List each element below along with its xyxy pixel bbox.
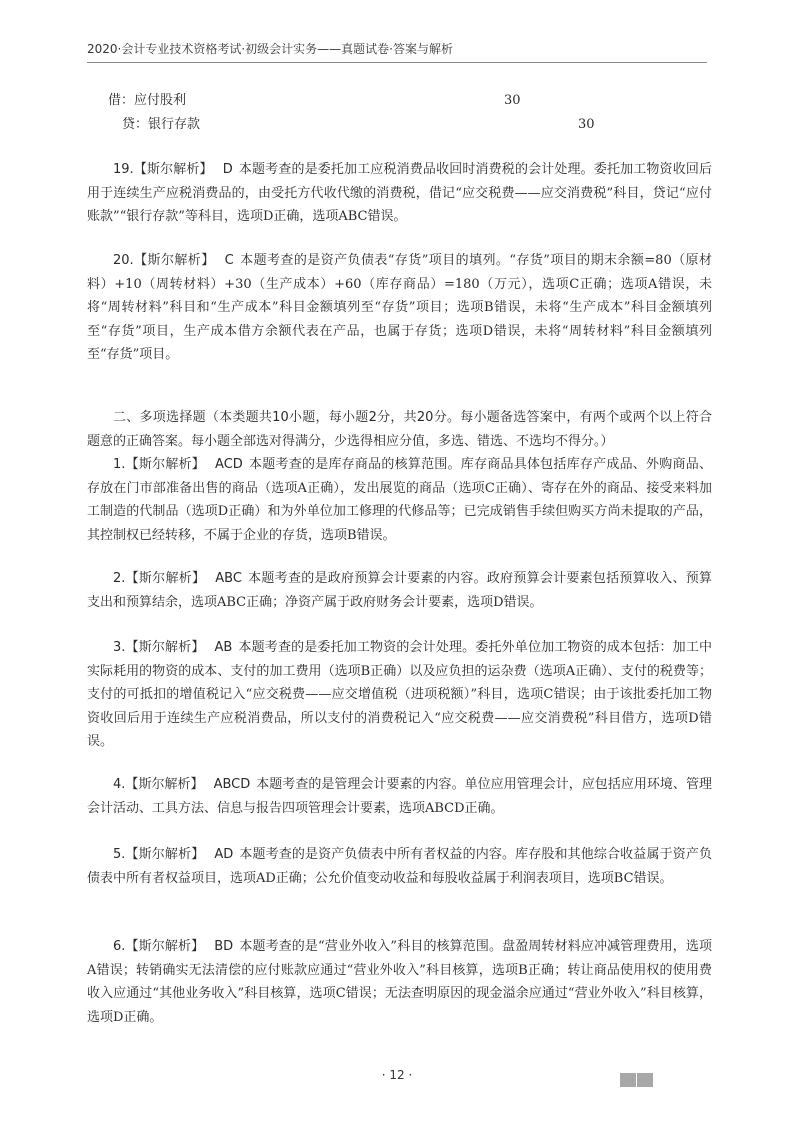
explanation-text: 本题考查的是管理会计要素的内容。单位应用管理会计，应包括应用环境、管理会计活动、工具方法、信息与报告四项管理会计要素，选项ABCD正确。 [87, 777, 712, 816]
explanation-text: 本题考查的是库存商品的核算范围。库存商品具体包括库存产成品、外购商品、存放在门市部准备出售的商品（选项A正确），发出展览的商品（选项C正确）、寄存在外的商品、接受来料加工制造的代制品（选项D正确）和为外单位加工修理的代修品等；已完成销售手续但购买方尚未提取的产品，其控制权已经转移，不属于企业的存货，选项B错误。 [87, 457, 712, 543]
analysis-tag: 【斯尔解析】 [133, 253, 215, 268]
analysis-tag: 【斯尔解析】 [133, 162, 213, 177]
answer-key: ABC [215, 571, 242, 586]
analysis-tag: 【斯尔解析】 [125, 640, 205, 655]
explanation-text: 本题考查的是资产负债表中所有者权益的内容。库存股和其他综合收益属于资产负债表中所有者权益项目，选项AD正确；公允价值变动收益和每股收益属于利润表项目，选项BC错误。 [87, 847, 712, 886]
header-rule [87, 62, 707, 63]
question-number: 3. [113, 640, 126, 655]
answer-item [87, 843, 712, 890]
answer-item [87, 567, 712, 614]
footer-decoration-block-right [637, 1073, 653, 1087]
journal-credit-amount: 30 [578, 117, 595, 132]
explanation-text: 本题考查的是委托加工物资的会计处理。委托外单位加工物资的成本包括：加工中实际耗用的物资的成本、支付的加工费用（选项B正确）以及应负担的运杂费（选项A正确）、支付的税费等；支付的可抵扣的增值税记入“应交税费——应交增值税（进项税额）”科目，选项C错误；由于该批委托加工物资收回后用于连续生产应税消费品，所以支付的消费税记入“应交税费——应交消费税”科目借方，选项D错误。 [87, 640, 712, 749]
question-number: 4. [113, 777, 126, 792]
answer-key: D [222, 162, 233, 177]
journal-debit-label: 借：应付股利 [108, 93, 187, 108]
answer-item [87, 935, 712, 1029]
answer-key: C [224, 253, 234, 268]
answer-item [87, 158, 712, 229]
explanation-text: 本题考查的是政府预算会计要素的内容。政府预算会计要素包括预算收入、预算支出和预算结余，选项ABC正确；净资产属于政府财务会计要素，选项D错误。 [87, 571, 712, 610]
answer-key: AB [214, 640, 233, 655]
answer-key: ACD [215, 457, 243, 472]
analysis-tag: 【斯尔解析】 [125, 939, 205, 954]
section-heading: 二、多项选择题（本类题共10小题，每小题2分，共20分。每小题备选答案中，有两个或两个以上符合题意的正确答案。每小题全部选对得满分，少选得相应分值，多选、错选、不选均不得分。） [87, 410, 712, 449]
answer-key: BD [214, 939, 234, 954]
explanation-text: 本题考查的是委托加工应税消费品收回时消费税的会计处理。委托加工物资收回后用于连续生产应税消费品的，由受托方代收代缴的消费税，借记“应交税费——应交消费税”科目，贷记“应付账款”“银行存款”等科目，选项D正确，选项ABC错误。 [87, 162, 712, 224]
explanation-text: 本题考查的是“营业外收入”科目的核算范围。盘盈周转材料应冲减管理费用，选项A错误；转销确实无法清偿的应付账款应通过“营业外收入”科目核算，选项B正确；转让商品使用权的使用费收入应通过“其他业务收入”科目核算，选项C错误；无法查明原因的现金溢余应通过“营业外收入”科目核算，选项D正确。 [87, 939, 712, 1025]
answer-key: AD [214, 847, 234, 862]
answer-item [87, 249, 712, 367]
journal-credit-label: 贷：银行存款 [122, 117, 201, 132]
answer-key: ABCD [213, 777, 251, 792]
question-number: 2. [113, 571, 126, 586]
answer-item [87, 773, 712, 820]
answer-item [87, 636, 712, 754]
running-header: 2020·会计专业技术资格考试·初级会计实务——真题试卷·答案与解析 [87, 42, 453, 56]
analysis-tag: 【斯尔解析】 [125, 457, 206, 472]
question-number: 1. [113, 457, 126, 472]
question-number: 20. [113, 253, 134, 268]
page-number: · 12 · [381, 1068, 413, 1082]
analysis-tag: 【斯尔解析】 [125, 777, 204, 792]
question-number: 6. [113, 939, 126, 954]
question-number: 5. [113, 847, 126, 862]
footer-decoration-block-left [620, 1073, 636, 1087]
journal-debit-amount: 30 [504, 93, 521, 108]
explanation-text: 本题考查的是资产负债表“存货”项目的填列。“存货”项目的期末余额=80（原材料）+10（周转材料）+30（生产成本）+60（库存商品）=180（万元），选项C正确；选项A错误，未将“周转材料”科目和“生产成本”科目金额填列至“存货”项目；选项B错误，未将“生产成本”科目金额填列至“存货”项目，生产成本借方余额代表在产品，也属于存货；选项D错误，未将“周转材料”科目金额填列至“存货”项目。 [87, 253, 712, 362]
question-number: 19. [113, 162, 134, 177]
answer-item [87, 453, 712, 547]
analysis-tag: 【斯尔解析】 [125, 571, 206, 586]
analysis-tag: 【斯尔解析】 [125, 847, 205, 862]
